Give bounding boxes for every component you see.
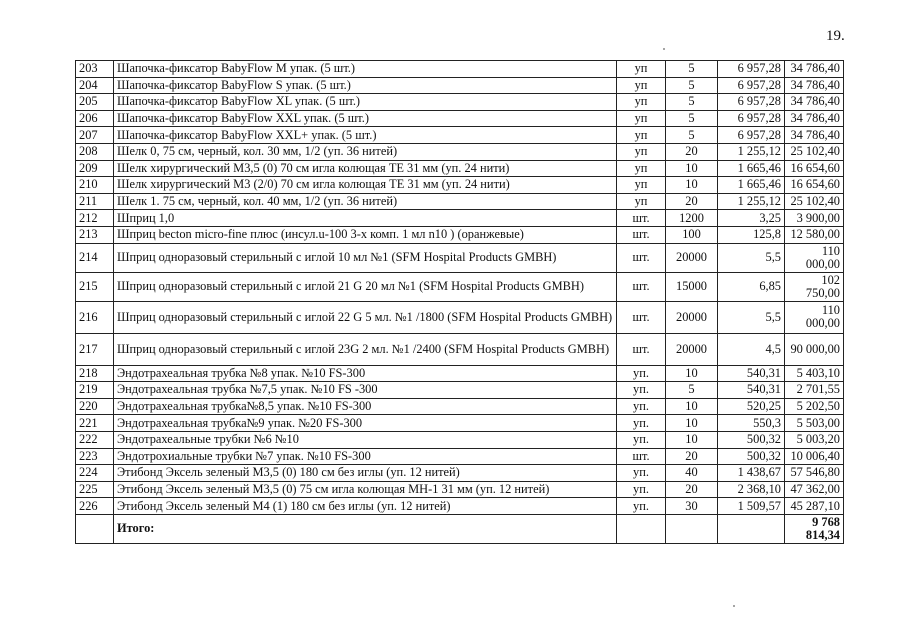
- item-quantity: 5: [666, 110, 718, 127]
- item-price: 520,25: [718, 398, 785, 415]
- item-unit: уп: [617, 61, 666, 78]
- row-number: 211: [76, 193, 114, 210]
- row-number: 204: [76, 77, 114, 94]
- item-unit: уп: [617, 110, 666, 127]
- item-price: 1 665,46: [718, 160, 785, 177]
- item-quantity: 20000: [666, 301, 718, 333]
- item-quantity: 20: [666, 448, 718, 465]
- item-price: 1 255,12: [718, 193, 785, 210]
- table-row: [76, 415, 844, 432]
- item-price: 540,31: [718, 365, 785, 382]
- item-unit: шт.: [617, 226, 666, 243]
- table-row: [76, 210, 844, 227]
- item-price: 1 665,46: [718, 177, 785, 194]
- table-row: [76, 127, 844, 144]
- item-sum: 90 000,00: [785, 333, 844, 365]
- item-unit: уп: [617, 193, 666, 210]
- table-row: [76, 398, 844, 415]
- item-price: 3,25: [718, 210, 785, 227]
- table-row: [76, 177, 844, 194]
- item-price: 6 957,28: [718, 77, 785, 94]
- item-name: Шапочка-фиксатор BabyFlow M упак. (5 шт.): [114, 61, 617, 78]
- item-price: 2 368,10: [718, 481, 785, 498]
- table-row: [76, 94, 844, 111]
- item-name: Шприц одноразовый стерильный с иглой 10 мл №1 (SFM Hospital Products GMBH): [114, 243, 617, 272]
- item-price: 6 957,28: [718, 110, 785, 127]
- table-row: [76, 243, 844, 272]
- total-qty-cell: [666, 514, 718, 543]
- item-sum: 34 786,40: [785, 94, 844, 111]
- row-number: 217: [76, 333, 114, 365]
- item-quantity: 20: [666, 481, 718, 498]
- row-number: 222: [76, 431, 114, 448]
- item-unit: уп: [617, 127, 666, 144]
- item-unit: уп: [617, 177, 666, 194]
- item-unit: уп.: [617, 465, 666, 482]
- item-sum: 110 000,00: [785, 301, 844, 333]
- item-price: 4,5: [718, 333, 785, 365]
- item-unit: уп.: [617, 431, 666, 448]
- item-sum: 16 654,60: [785, 160, 844, 177]
- total-sum: 9 768 814,34: [785, 514, 844, 543]
- item-sum: 34 786,40: [785, 127, 844, 144]
- item-quantity: 5: [666, 382, 718, 399]
- item-sum: 34 786,40: [785, 110, 844, 127]
- item-quantity: 5: [666, 94, 718, 111]
- item-name: Шапочка-фиксатор BabyFlow XL упак. (5 шт.): [114, 94, 617, 111]
- item-sum: 16 654,60: [785, 177, 844, 194]
- table-row: [76, 226, 844, 243]
- item-unit: уп: [617, 77, 666, 94]
- table-row: [76, 448, 844, 465]
- item-price: 550,3: [718, 415, 785, 432]
- item-sum: 25 102,40: [785, 193, 844, 210]
- item-quantity: 10: [666, 431, 718, 448]
- row-number: 206: [76, 110, 114, 127]
- table-row: [76, 110, 844, 127]
- item-price: 1 509,57: [718, 498, 785, 515]
- item-quantity: 10: [666, 177, 718, 194]
- item-sum: 2 701,55: [785, 382, 844, 399]
- item-quantity: 5: [666, 127, 718, 144]
- row-number: 205: [76, 94, 114, 111]
- item-sum: 5 503,00: [785, 415, 844, 432]
- item-price: 6 957,28: [718, 127, 785, 144]
- item-unit: шт.: [617, 301, 666, 333]
- item-unit: уп.: [617, 382, 666, 399]
- item-price: 5,5: [718, 243, 785, 272]
- table-row: [76, 143, 844, 160]
- table-row: [76, 301, 844, 333]
- item-name: Шапочка-фиксатор BabyFlow S упак. (5 шт.): [114, 77, 617, 94]
- total-label: Итого:: [114, 514, 617, 543]
- row-number: 207: [76, 127, 114, 144]
- item-quantity: 5: [666, 77, 718, 94]
- item-unit: шт.: [617, 243, 666, 272]
- row-number: 203: [76, 61, 114, 78]
- item-sum: 25 102,40: [785, 143, 844, 160]
- item-name: Эндотрахеальные трубки №6 №10: [114, 431, 617, 448]
- item-name: Этибонд Эксель зеленый М3,5 (0) 180 см без иглы (уп. 12 нитей): [114, 465, 617, 482]
- row-number: 210: [76, 177, 114, 194]
- item-unit: уп.: [617, 481, 666, 498]
- item-name: Шприц одноразовый стерильный с иглой 22 G 5 мл. №1 /1800 (SFM Hospital Products GMBH): [114, 301, 617, 333]
- total-num-cell: [76, 514, 114, 543]
- item-price: 500,32: [718, 431, 785, 448]
- item-unit: уп.: [617, 415, 666, 432]
- table-row: [76, 365, 844, 382]
- row-number: 226: [76, 498, 114, 515]
- item-price: 125,8: [718, 226, 785, 243]
- item-sum: 5 003,20: [785, 431, 844, 448]
- item-quantity: 5: [666, 61, 718, 78]
- table-row: [76, 382, 844, 399]
- item-quantity: 20: [666, 143, 718, 160]
- item-unit: уп: [617, 160, 666, 177]
- total-price-cell: [718, 514, 785, 543]
- row-number: 209: [76, 160, 114, 177]
- row-number: 213: [76, 226, 114, 243]
- item-sum: 34 786,40: [785, 61, 844, 78]
- item-name: Эндотрахеальная трубка №8 упак. №10 FS-300: [114, 365, 617, 382]
- item-name: Шелк 1. 75 см, черный, кол. 40 мм, 1/2 (уп. 36 нитей): [114, 193, 617, 210]
- item-unit: уп: [617, 143, 666, 160]
- item-unit: шт.: [617, 210, 666, 227]
- item-sum: 12 580,00: [785, 226, 844, 243]
- item-quantity: 10: [666, 160, 718, 177]
- item-quantity: 10: [666, 365, 718, 382]
- item-quantity: 1200: [666, 210, 718, 227]
- item-name: Эндотрахеальная трубка№8,5 упак. №10 FS-300: [114, 398, 617, 415]
- item-quantity: 15000: [666, 272, 718, 301]
- item-quantity: 10: [666, 415, 718, 432]
- item-sum: 110 000,00: [785, 243, 844, 272]
- row-number: 219: [76, 382, 114, 399]
- item-unit: уп.: [617, 365, 666, 382]
- row-number: 208: [76, 143, 114, 160]
- item-price: 1 438,67: [718, 465, 785, 482]
- item-sum: 102 750,00: [785, 272, 844, 301]
- row-number: 225: [76, 481, 114, 498]
- row-number: 218: [76, 365, 114, 382]
- table-row: [76, 431, 844, 448]
- item-name: Шелк хирургический М3 (2/0) 70 см игла колющая TE 31 мм (уп. 24 нити): [114, 177, 617, 194]
- item-quantity: 100: [666, 226, 718, 243]
- item-sum: 5 202,50: [785, 398, 844, 415]
- table-row: [76, 481, 844, 498]
- item-name: Этибонд Эксель зеленый М3,5 (0) 75 см игла колющая МН-1 31 мм (уп. 12 нитей): [114, 481, 617, 498]
- item-price: 1 255,12: [718, 143, 785, 160]
- item-price: 6 957,28: [718, 61, 785, 78]
- table-row: [76, 498, 844, 515]
- item-name: Шприц 1,0: [114, 210, 617, 227]
- item-name: Шапочка-фиксатор BabyFlow XXL+ упак. (5 шт.): [114, 127, 617, 144]
- table-row: [76, 193, 844, 210]
- table-row: [76, 61, 844, 78]
- item-unit: уп.: [617, 498, 666, 515]
- scan-speck: [663, 48, 665, 50]
- item-unit: шт.: [617, 448, 666, 465]
- total-row: [76, 514, 844, 543]
- item-price: 5,5: [718, 301, 785, 333]
- item-name: Шприц одноразовый стерильный с иглой 23G 2 мл. №1 /2400 (SFM Hospital Products GMBH): [114, 333, 617, 365]
- item-quantity: 20: [666, 193, 718, 210]
- item-price: 540,31: [718, 382, 785, 399]
- row-number: 212: [76, 210, 114, 227]
- item-quantity: 10: [666, 398, 718, 415]
- table-row: [76, 333, 844, 365]
- table-row: [76, 160, 844, 177]
- item-unit: уп: [617, 94, 666, 111]
- scan-speck: [733, 605, 735, 607]
- item-name: Шприц becton micro-fine плюс (инсул.u-100 3-х комп. 1 мл n10 ) (оранжевые): [114, 226, 617, 243]
- item-name: Эндотрахеальная трубка№9 упак. №20 FS-300: [114, 415, 617, 432]
- item-quantity: 20000: [666, 333, 718, 365]
- item-sum: 5 403,10: [785, 365, 844, 382]
- item-name: Этибонд Эксель зеленый М4 (1) 180 см без иглы (уп. 12 нитей): [114, 498, 617, 515]
- item-sum: 34 786,40: [785, 77, 844, 94]
- total-unit-cell: [617, 514, 666, 543]
- table-row: [76, 77, 844, 94]
- items-table-body: [76, 61, 844, 515]
- table-row: [76, 272, 844, 301]
- item-sum: 45 287,10: [785, 498, 844, 515]
- item-quantity: 20000: [666, 243, 718, 272]
- row-number: 223: [76, 448, 114, 465]
- item-sum: 3 900,00: [785, 210, 844, 227]
- item-unit: шт.: [617, 272, 666, 301]
- item-price: 6,85: [718, 272, 785, 301]
- item-sum: 10 006,40: [785, 448, 844, 465]
- item-name: Шапочка-фиксатор BabyFlow XXL упак. (5 шт.): [114, 110, 617, 127]
- item-price: 500,32: [718, 448, 785, 465]
- item-sum: 57 546,80: [785, 465, 844, 482]
- row-number: 214: [76, 243, 114, 272]
- table-row: [76, 465, 844, 482]
- item-name: Шприц одноразовый стерильный с иглой 21 G 20 мл №1 (SFM Hospital Products GMBH): [114, 272, 617, 301]
- item-name: Шелк хирургический М3,5 (0) 70 см игла колющая TE 31 мм (уп. 24 нити): [114, 160, 617, 177]
- item-sum: 47 362,00: [785, 481, 844, 498]
- item-name: Эндотрахеальная трубка №7,5 упак. №10 FS -300: [114, 382, 617, 399]
- item-unit: шт.: [617, 333, 666, 365]
- row-number: 224: [76, 465, 114, 482]
- row-number: 216: [76, 301, 114, 333]
- item-unit: уп.: [617, 398, 666, 415]
- page-number: 19.: [826, 28, 845, 44]
- row-number: 221: [76, 415, 114, 432]
- item-quantity: 30: [666, 498, 718, 515]
- item-name: Шелк 0, 75 см, черный, кол. 30 мм, 1/2 (уп. 36 нитей): [114, 143, 617, 160]
- row-number: 220: [76, 398, 114, 415]
- item-price: 6 957,28: [718, 94, 785, 111]
- items-table: [75, 60, 844, 544]
- row-number: 215: [76, 272, 114, 301]
- item-quantity: 40: [666, 465, 718, 482]
- item-name: Эндотрохиальные трубки №7 упак. №10 FS-300: [114, 448, 617, 465]
